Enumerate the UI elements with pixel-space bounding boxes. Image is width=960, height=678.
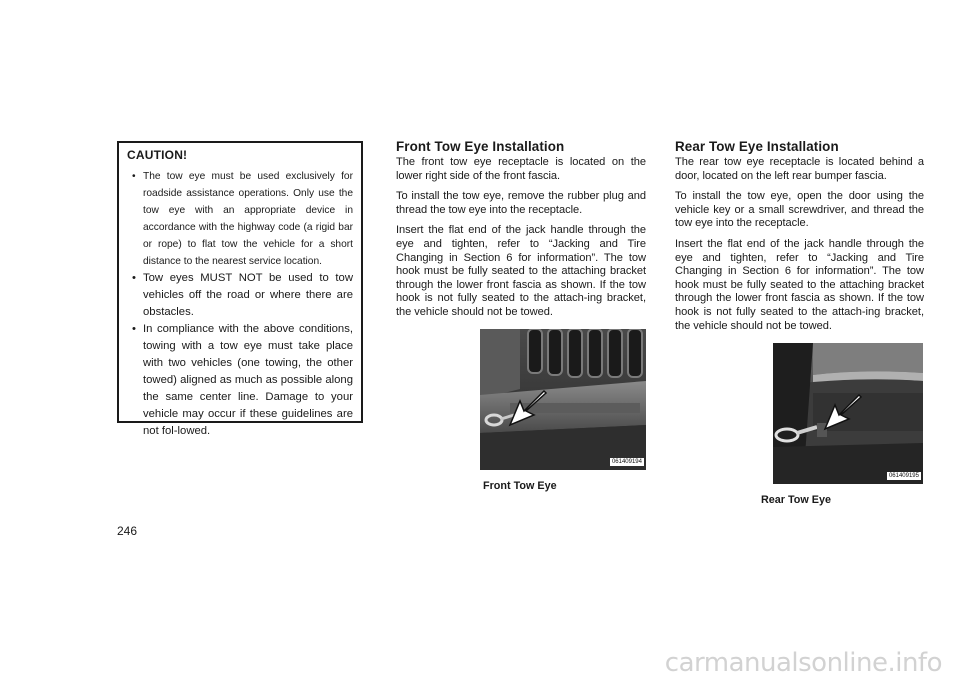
rear-photo-caption: Rear Tow Eye [761,494,832,506]
front-tow-eye-section [396,139,646,327]
caution-item-text: Tow eyes MUST NOT be used to tow vehicles off the road or where there are obstacles. [143,272,353,318]
rear-tow-eye-section [675,139,924,340]
bullet-icon: • [132,272,136,284]
caution-title: CAUTION! [127,148,188,162]
rear-tow-eye-photo [773,343,923,484]
front-paragraph: Insert the flat end of the jack handle through the eye and tighten, refer to “Jacking and Tire Changing in Section 6 for information”. The tow hook must be fully seated to the attaching bracket through the lower front fascia as shown. If the tow hook is not fully seated to the attach-ing bracket, the vehicle should not be towed. [396,224,646,318]
front-photo-caption: Front Tow Eye [483,480,557,492]
rear-section-title: Rear Tow Eye Installation [675,139,839,154]
caution-item-text: In compliance with the above conditions, towing with a tow eye must take place with two vehicles (one towing, the other towed) aligned as much as possible along the same center line. Damage to your vehicle may occur if these guidelines are not fol-lowed. [143,323,353,437]
bullet-icon: • [132,323,136,335]
caution-list [127,168,353,440]
front-paragraph: To install the tow eye, remove the rubber plug and thread the tow eye into the receptacle. [396,190,646,216]
caution-item [127,168,353,270]
bullet-icon: • [132,171,136,182]
front-paragraph: The front tow eye receptacle is located on the lower right side of the front fascia. [396,156,646,182]
front-section-title: Front Tow Eye Installation [396,139,565,154]
rear-paragraph: To install the tow eye, open the door using the vehicle key or a small screwdriver, and thread the tow eye into the receptacle. [675,190,924,230]
rear-bumper-illustration [773,343,923,484]
caution-item [127,270,353,321]
page-number: 246 [117,524,138,538]
front-image-id: 061409194 [611,459,642,465]
front-bumper-illustration [480,329,646,470]
rear-image-id: 061409195 [888,473,919,479]
caution-box [117,141,363,437]
caution-item [127,321,353,440]
front-tow-eye-photo [480,329,646,470]
rear-paragraph: The rear tow eye receptacle is located behind a door, located on the left rear bumper fascia. [675,156,924,182]
caution-item-text: The tow eye must be used exclusively for roadside assistance operations. Only use the tow eye with an appropriate device in accordance with the highway code (a rigid bar or rope) to flat tow the vehicle for a short distance to the nearest service location. [143,171,353,267]
rear-paragraph: Insert the flat end of the jack handle through the eye and tighten, refer to “Jacking and Tire Changing in Section 6 for information”. The tow hook must be fully seated to the attaching bracket through the lower front fascia as shown. If the tow hook is not fully seated to the attach-ing bracket, the vehicle should not be towed. [675,237,924,332]
watermark[interactable]: carmanualsonline.info [664,648,942,678]
